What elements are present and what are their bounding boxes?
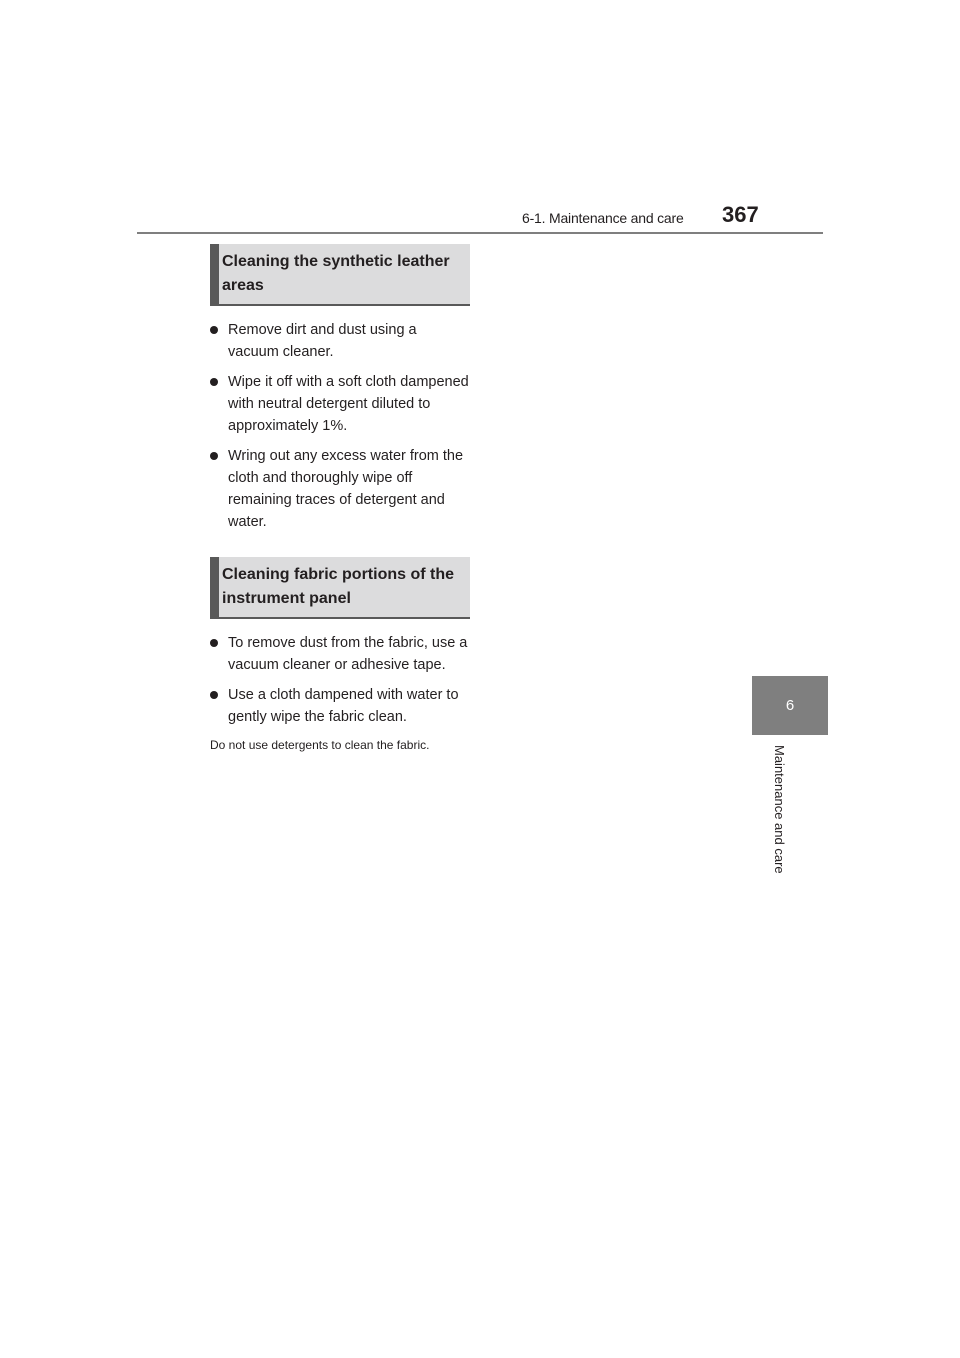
section-heading: Cleaning the synthetic leather areas xyxy=(210,244,470,306)
page-header xyxy=(0,0,960,240)
bullet-list xyxy=(210,632,470,728)
list-item-text: Remove dirt and dust using a vacuum cleaner. xyxy=(228,322,417,360)
page-number: 367 xyxy=(722,202,759,227)
list-item xyxy=(210,319,470,363)
section-heading: Cleaning fabric portions of the instrument panel xyxy=(210,557,470,619)
list-item-text: Wipe it off with a soft cloth dampened with neutral detergent diluted to approximately 1%. xyxy=(228,374,469,434)
bullet-icon xyxy=(210,452,218,460)
list-item-text: Use a cloth dampened with water to gently wipe the fabric clean. xyxy=(228,687,459,725)
section-instrument-panel-fabric xyxy=(210,557,470,754)
list-item-text: Wring out any excess water from the cloth and thoroughly wipe off remaining traces of detergent and water. xyxy=(228,448,464,530)
chapter-label: Maintenance and care xyxy=(772,745,787,874)
list-item xyxy=(210,684,470,728)
list-item xyxy=(210,632,470,676)
chapter-number: 6 xyxy=(785,697,795,714)
bullet-list xyxy=(210,319,470,533)
main-content xyxy=(210,244,470,754)
bullet-icon xyxy=(210,639,218,647)
section-title: 6-1. Maintenance and care xyxy=(522,210,684,226)
chapter-tab xyxy=(752,676,828,735)
note-text: Do not use detergents to clean the fabric. xyxy=(210,738,430,752)
list-item xyxy=(210,445,470,533)
header-divider xyxy=(137,232,823,234)
list-item xyxy=(210,371,470,437)
section-synthetic-leather xyxy=(210,244,470,533)
list-item-text: To remove dust from the fabric, use a vacuum cleaner or adhesive tape. xyxy=(228,635,468,673)
bullet-icon xyxy=(210,691,218,699)
bullet-icon xyxy=(210,378,218,386)
bullet-icon xyxy=(210,326,218,334)
